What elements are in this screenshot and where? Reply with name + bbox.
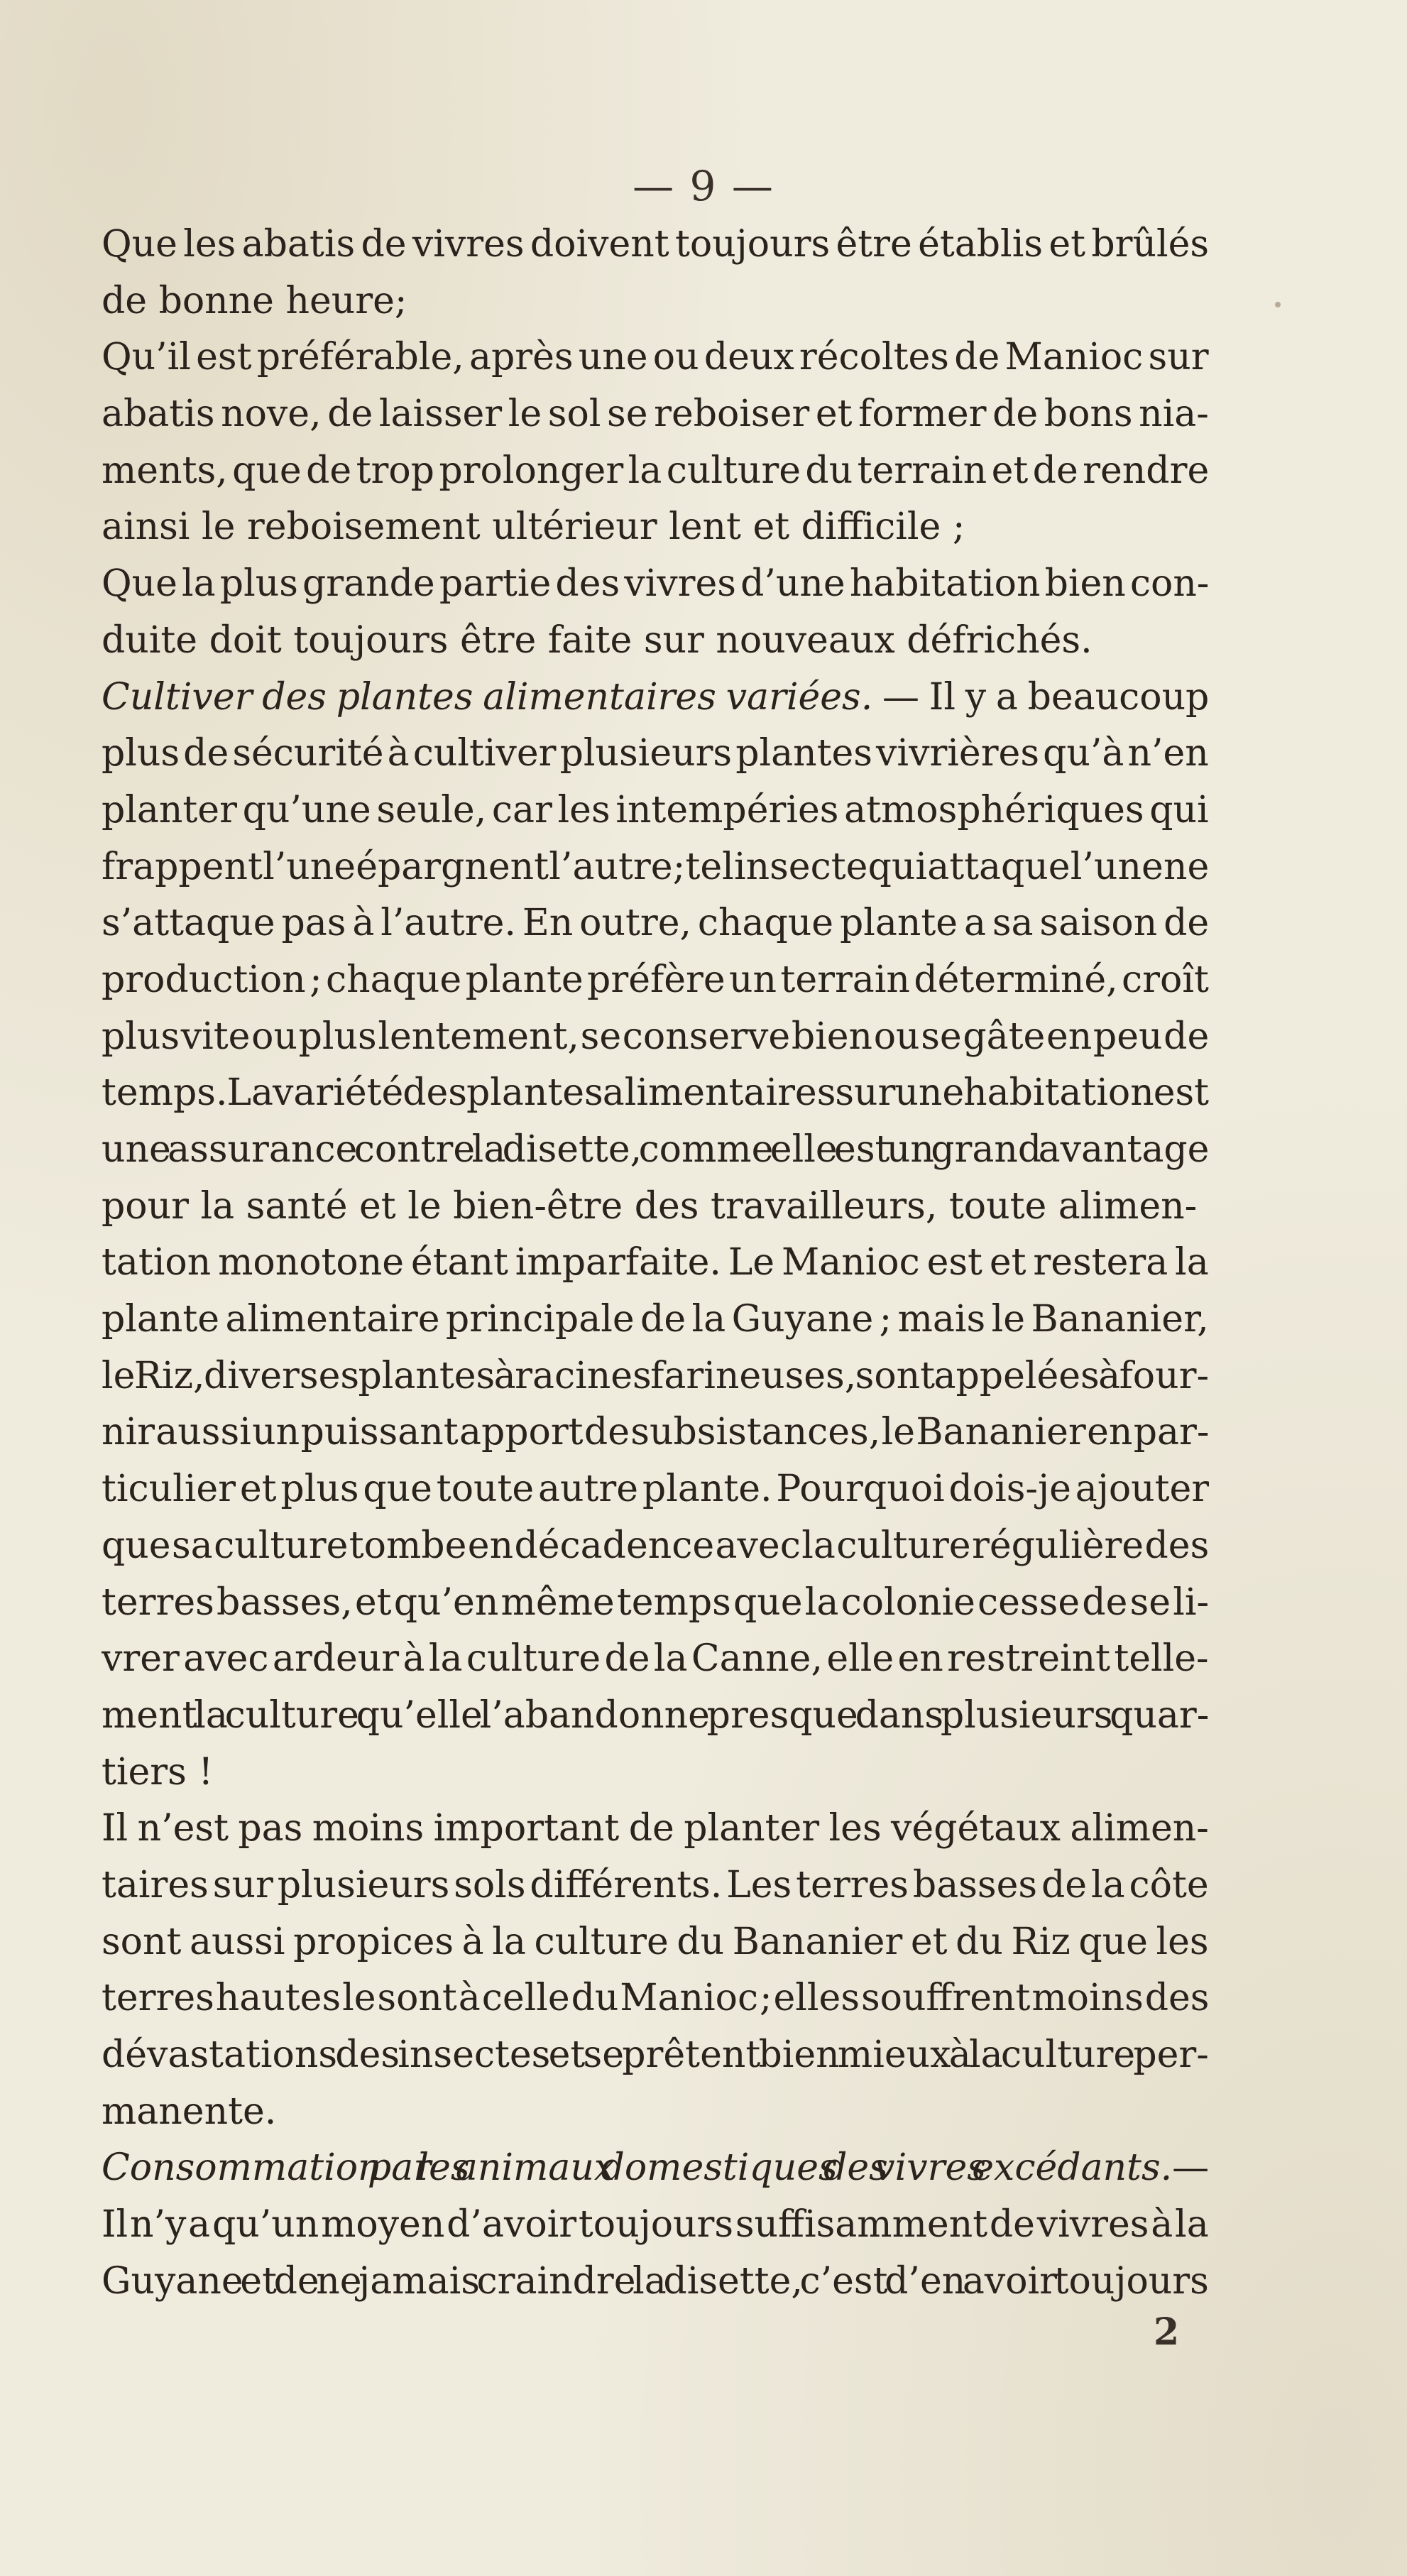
text-line [102, 613, 1209, 670]
line-text: — [1172, 2146, 1209, 2190]
line-text: Il n’y a qu’un moyen d’avoir toujours suffisamment de vivres à la [102, 2203, 1209, 2247]
text-line [102, 2140, 1209, 2197]
line-text: tation monotone étant imparfaite. Le Manioc est et restera la [102, 1241, 1209, 1284]
text-line [102, 782, 1209, 839]
line-text: le Riz, diverses plantes à racines farineuses, sont appelées à four- [102, 1354, 1209, 1397]
line-text: Guyane et de ne jamais craindre la disette, c’est d’en avoir toujours [102, 2259, 1209, 2303]
line-text: Que la plus grande partie des vivres d’une habitation bien con- [102, 562, 1209, 606]
text-line [102, 1404, 1209, 1461]
text-line [102, 1688, 1209, 1745]
line-text: — Il y a beaucoup [872, 675, 1209, 719]
section-heading: Cultiver des plantes alimentaires variées. [102, 675, 873, 719]
text-line [102, 443, 1209, 500]
text-line [102, 1801, 1209, 1857]
line-text: plus vite ou plus lentement, se conserve bien ou se gâte en peu de [102, 1015, 1209, 1058]
line-text: ticulier et plus que toute autre plante. Pourquoi dois-je ajouter [102, 1468, 1209, 1511]
line-text: tiers ! [102, 1750, 214, 1794]
text-line [102, 670, 1209, 726]
text-line [102, 1179, 1209, 1235]
line-text: ment la culture qu’elle l’abandonne presque dans plusieurs quar- [102, 1693, 1209, 1737]
line-text: duite doit toujours être faite sur nouveaux défrichés. [102, 618, 1093, 662]
line-text: Que les abatis de vivres doivent toujours être établis et brûlés [102, 223, 1209, 266]
text-line [102, 1857, 1209, 1914]
line-text: terres hautes le sont à celle du Manioc ; elles souffrent moins des [102, 1977, 1209, 2020]
text-line [102, 1009, 1209, 1066]
text-line [102, 1461, 1209, 1518]
line-text: plus de sécurité à cultiver plusieurs plantes vivrières qu’à n’en [102, 732, 1209, 775]
text-line [102, 895, 1209, 952]
text-line [102, 1575, 1209, 1632]
signature-mark: 2 [1154, 2310, 1180, 2354]
line-text: manente. [102, 2090, 277, 2133]
text-line [102, 952, 1209, 1009]
line-text: production ; chaque plante préfère un terrain déterminé, croît [102, 958, 1209, 1001]
line-text: temps. La variété des plantes alimentaires sur une habitation est [102, 1071, 1209, 1115]
line-text: une assurance contre la disette, comme elle est un grand avantage [102, 1128, 1209, 1171]
line-text: ments, que de trop prolonger la culture du terrain et de rendre [102, 449, 1209, 492]
text-line [102, 726, 1209, 782]
text-line [102, 499, 1209, 556]
text-line [102, 217, 1209, 273]
text-line [102, 1745, 1209, 1801]
line-text: sont aussi propices à la culture du Bananier et du Riz que les [102, 1920, 1209, 1963]
line-text: que sa culture tombe en décadence avec la culture régulière des [102, 1524, 1209, 1567]
line-text: frappent l’une épargnent l’autre ; tel insecte qui attaque l’une ne [102, 845, 1209, 888]
text-line [102, 1122, 1209, 1179]
line-text: Il n’est pas moins important de planter les végétaux alimen- [102, 1807, 1209, 1850]
line-text: nir aussi un puissant apport de subsistances, le Bananier en par- [102, 1411, 1209, 1454]
line-text: taires sur plusieurs sols différents. Les terres basses de la côte [102, 1863, 1209, 1906]
text-line [102, 1970, 1209, 2027]
text-line [102, 2084, 1209, 2141]
section-heading: Consommation par les animaux domestiques des vivres excédants. [102, 2146, 1173, 2190]
text-line [102, 2254, 1209, 2310]
body-text [102, 217, 1209, 2310]
line-text: planter qu’une seule, car les intempéries atmosphériques qui [102, 788, 1209, 831]
text-line [102, 1631, 1209, 1688]
line-text: s’attaque pas à l’autre. En outre, chaque plante a sa saison de [102, 902, 1209, 945]
line-text: abatis nove, de laisser le sol se reboiser et former de bons nia- [102, 393, 1209, 436]
text-line [102, 386, 1209, 443]
text-line [102, 839, 1209, 896]
line-text: ainsi le reboisement ultérieur lent et difficile ; [102, 506, 965, 549]
paper-speck [1275, 302, 1281, 307]
text-line [102, 1348, 1209, 1405]
line-text: dévastations des insectes et se prêtent bien mieux à la culture per- [102, 2034, 1209, 2076]
text-line [102, 1065, 1209, 1122]
text-line [102, 2027, 1209, 2084]
line-text: pour la santé et le bien-être des travailleurs, toute alimen- [102, 1184, 1198, 1228]
text-line [102, 329, 1209, 386]
text-line [102, 1292, 1209, 1348]
line-text: vrer avec ardeur à la culture de la Canne, elle en restreint telle- [102, 1637, 1209, 1681]
text-line [102, 1518, 1209, 1575]
line-text: terres basses, et qu’en même temps que la colonie cesse de se li- [102, 1581, 1209, 1624]
text-line [102, 273, 1209, 330]
line-text: Qu’il est préférable, après une ou deux récoltes de Manioc sur [102, 336, 1209, 379]
line-text: de bonne heure; [102, 279, 407, 322]
text-line [102, 556, 1209, 613]
text-line [102, 1914, 1209, 1971]
line-text: plante alimentaire principale de la Guyane ; mais le Bananier, [102, 1298, 1209, 1341]
text-line [102, 2197, 1209, 2254]
page-number: — 9 — [633, 162, 774, 210]
text-line [102, 1235, 1209, 1292]
